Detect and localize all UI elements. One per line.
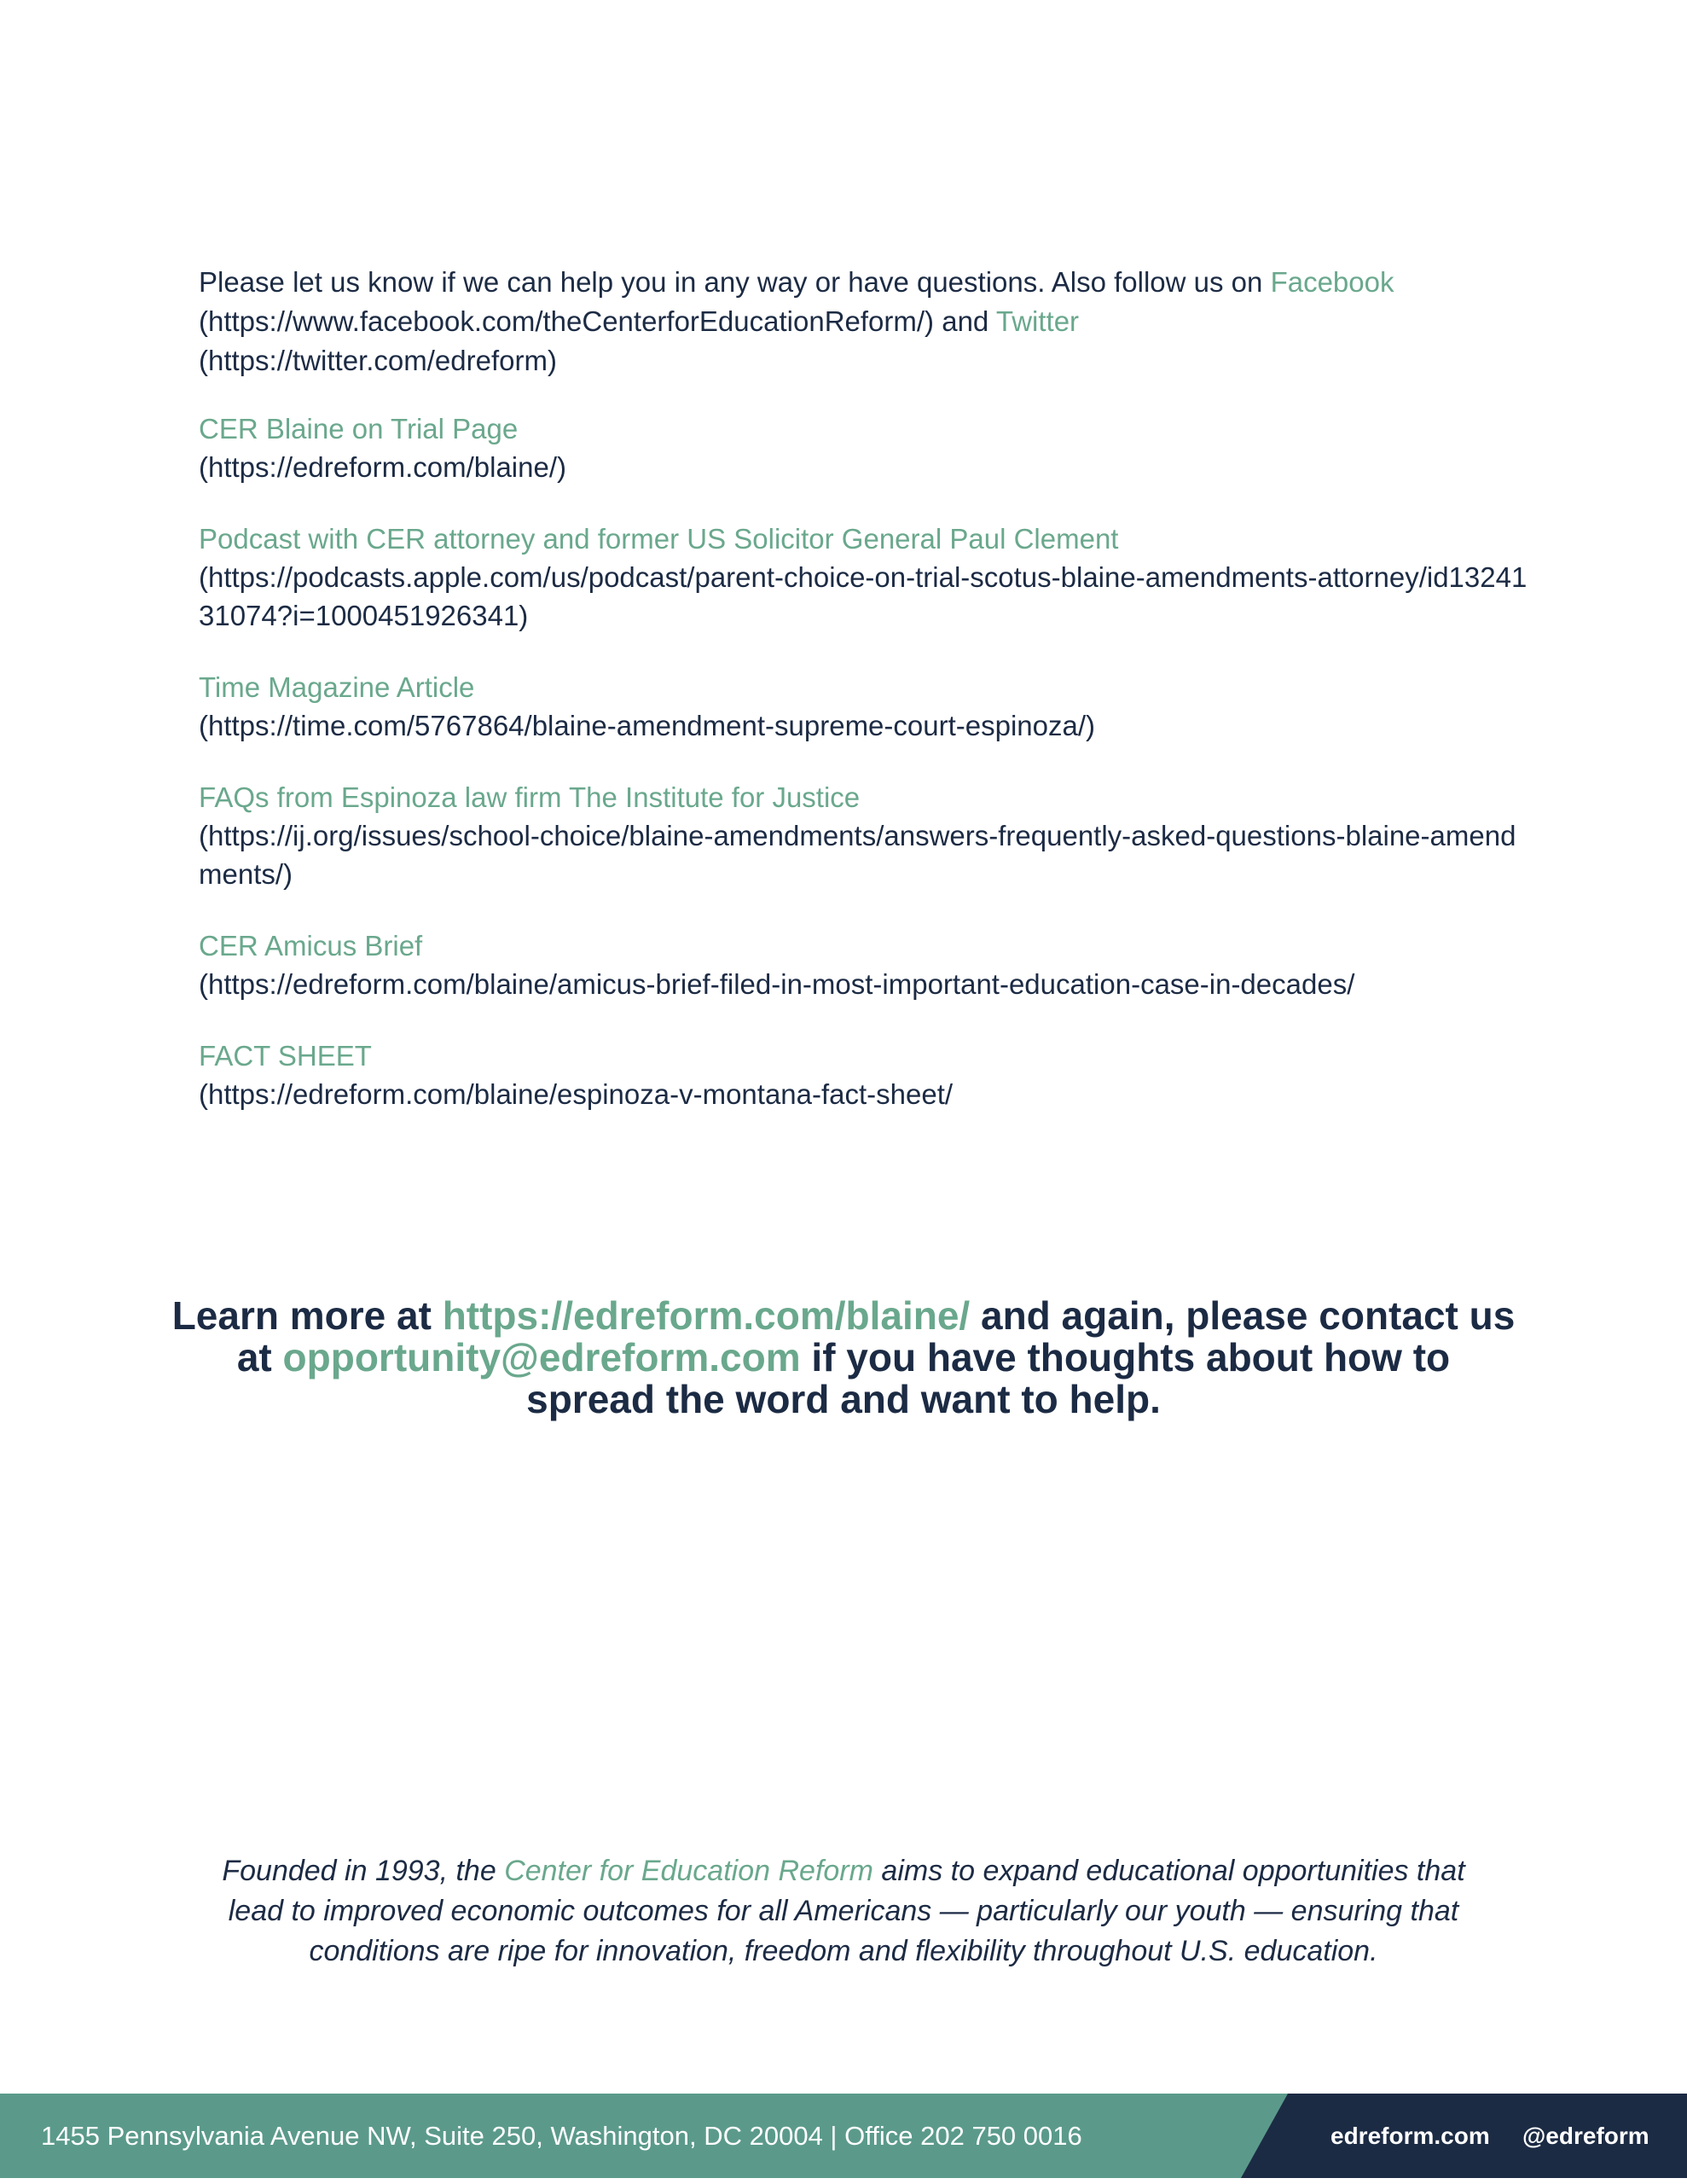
footer-website-link[interactable]: edreform.com: [1330, 2123, 1490, 2149]
link-url: (https://edreform.com/blaine/espinoza-v-montana-fact-sheet/: [199, 1078, 954, 1110]
link-title[interactable]: FACT SHEET: [199, 1040, 372, 1072]
link-time-article: [199, 668, 1529, 745]
link-url: (https://ij.org/issues/school-choice/blaine-amendments/answers-frequently-asked-questions-blaine-amendments/): [199, 820, 1516, 890]
about-text-2: aims to expand educational opportunities that lead to improved economic outcomes for all Americans — particularly our youth — ensuring that conditions are ripe for innovation, freedom and flexibility throughout U.S. education.: [228, 1855, 1465, 1967]
about-org-link[interactable]: Center for Education Reform: [504, 1855, 873, 1887]
footer-address: 1455 Pennsylvania Avenue NW, Suite 250, Washington, DC 20004 | Office 202 750 0016: [41, 2121, 1082, 2151]
call-to-action: [171, 1295, 1516, 1420]
link-url: (https://edreform.com/blaine/amicus-brief-filed-in-most-important-education-case-in-decades/: [199, 968, 1355, 1000]
footer-bar: [0, 2094, 1687, 2178]
about-statement: [196, 1851, 1491, 1972]
link-podcast: [199, 520, 1529, 635]
facebook-link[interactable]: Facebook: [1270, 266, 1394, 298]
link-amicus-brief: [199, 926, 1529, 1003]
link-faqs: [199, 778, 1529, 893]
intro-and: and: [942, 305, 989, 337]
facebook-url: (https://www.facebook.com/theCenterforEducationReform/): [199, 305, 935, 337]
link-url: (https://edreform.com/blaine/): [199, 451, 566, 483]
intro-paragraph: [199, 263, 1529, 380]
link-url: (https://podcasts.apple.com/us/podcast/parent-choice-on-trial-scotus-blaine-amendments-attorney/id1324131074?i=1000451926341): [199, 561, 1528, 631]
footer-social-handle[interactable]: @edreform: [1522, 2123, 1649, 2149]
cta-blaine-link[interactable]: https://edreform.com/blaine/: [442, 1293, 971, 1338]
twitter-link[interactable]: Twitter: [995, 305, 1080, 337]
resource-links: [199, 410, 1529, 1147]
link-fact-sheet: [199, 1037, 1529, 1113]
link-blaine-page: [199, 410, 1529, 486]
cta-email-link[interactable]: opportunity@edreform.com: [282, 1335, 801, 1380]
link-title[interactable]: CER Blaine on Trial Page: [199, 413, 519, 444]
cta-text-2: and again, please contact us at: [236, 1293, 1516, 1380]
link-url: (https://time.com/5767864/blaine-amendment-supreme-court-espinoza/): [199, 710, 1096, 741]
link-title[interactable]: FAQs from Espinoza law firm The Institute for Justice: [199, 781, 861, 813]
about-text-1: Founded in 1993, the: [222, 1855, 496, 1887]
cta-text-3: if you have thoughts about how to spread the word and want to help.: [526, 1335, 1451, 1421]
intro-text: Please let us know if we can help you in any way or have questions. Also follow us on: [199, 266, 1263, 298]
link-title[interactable]: Podcast with CER attorney and former US Solicitor General Paul Clement: [199, 523, 1119, 555]
link-title[interactable]: CER Amicus Brief: [199, 930, 423, 961]
twitter-url: (https://twitter.com/edreform): [199, 345, 557, 376]
link-title[interactable]: Time Magazine Article: [199, 671, 475, 703]
cta-text-1: Learn more at: [171, 1293, 432, 1338]
